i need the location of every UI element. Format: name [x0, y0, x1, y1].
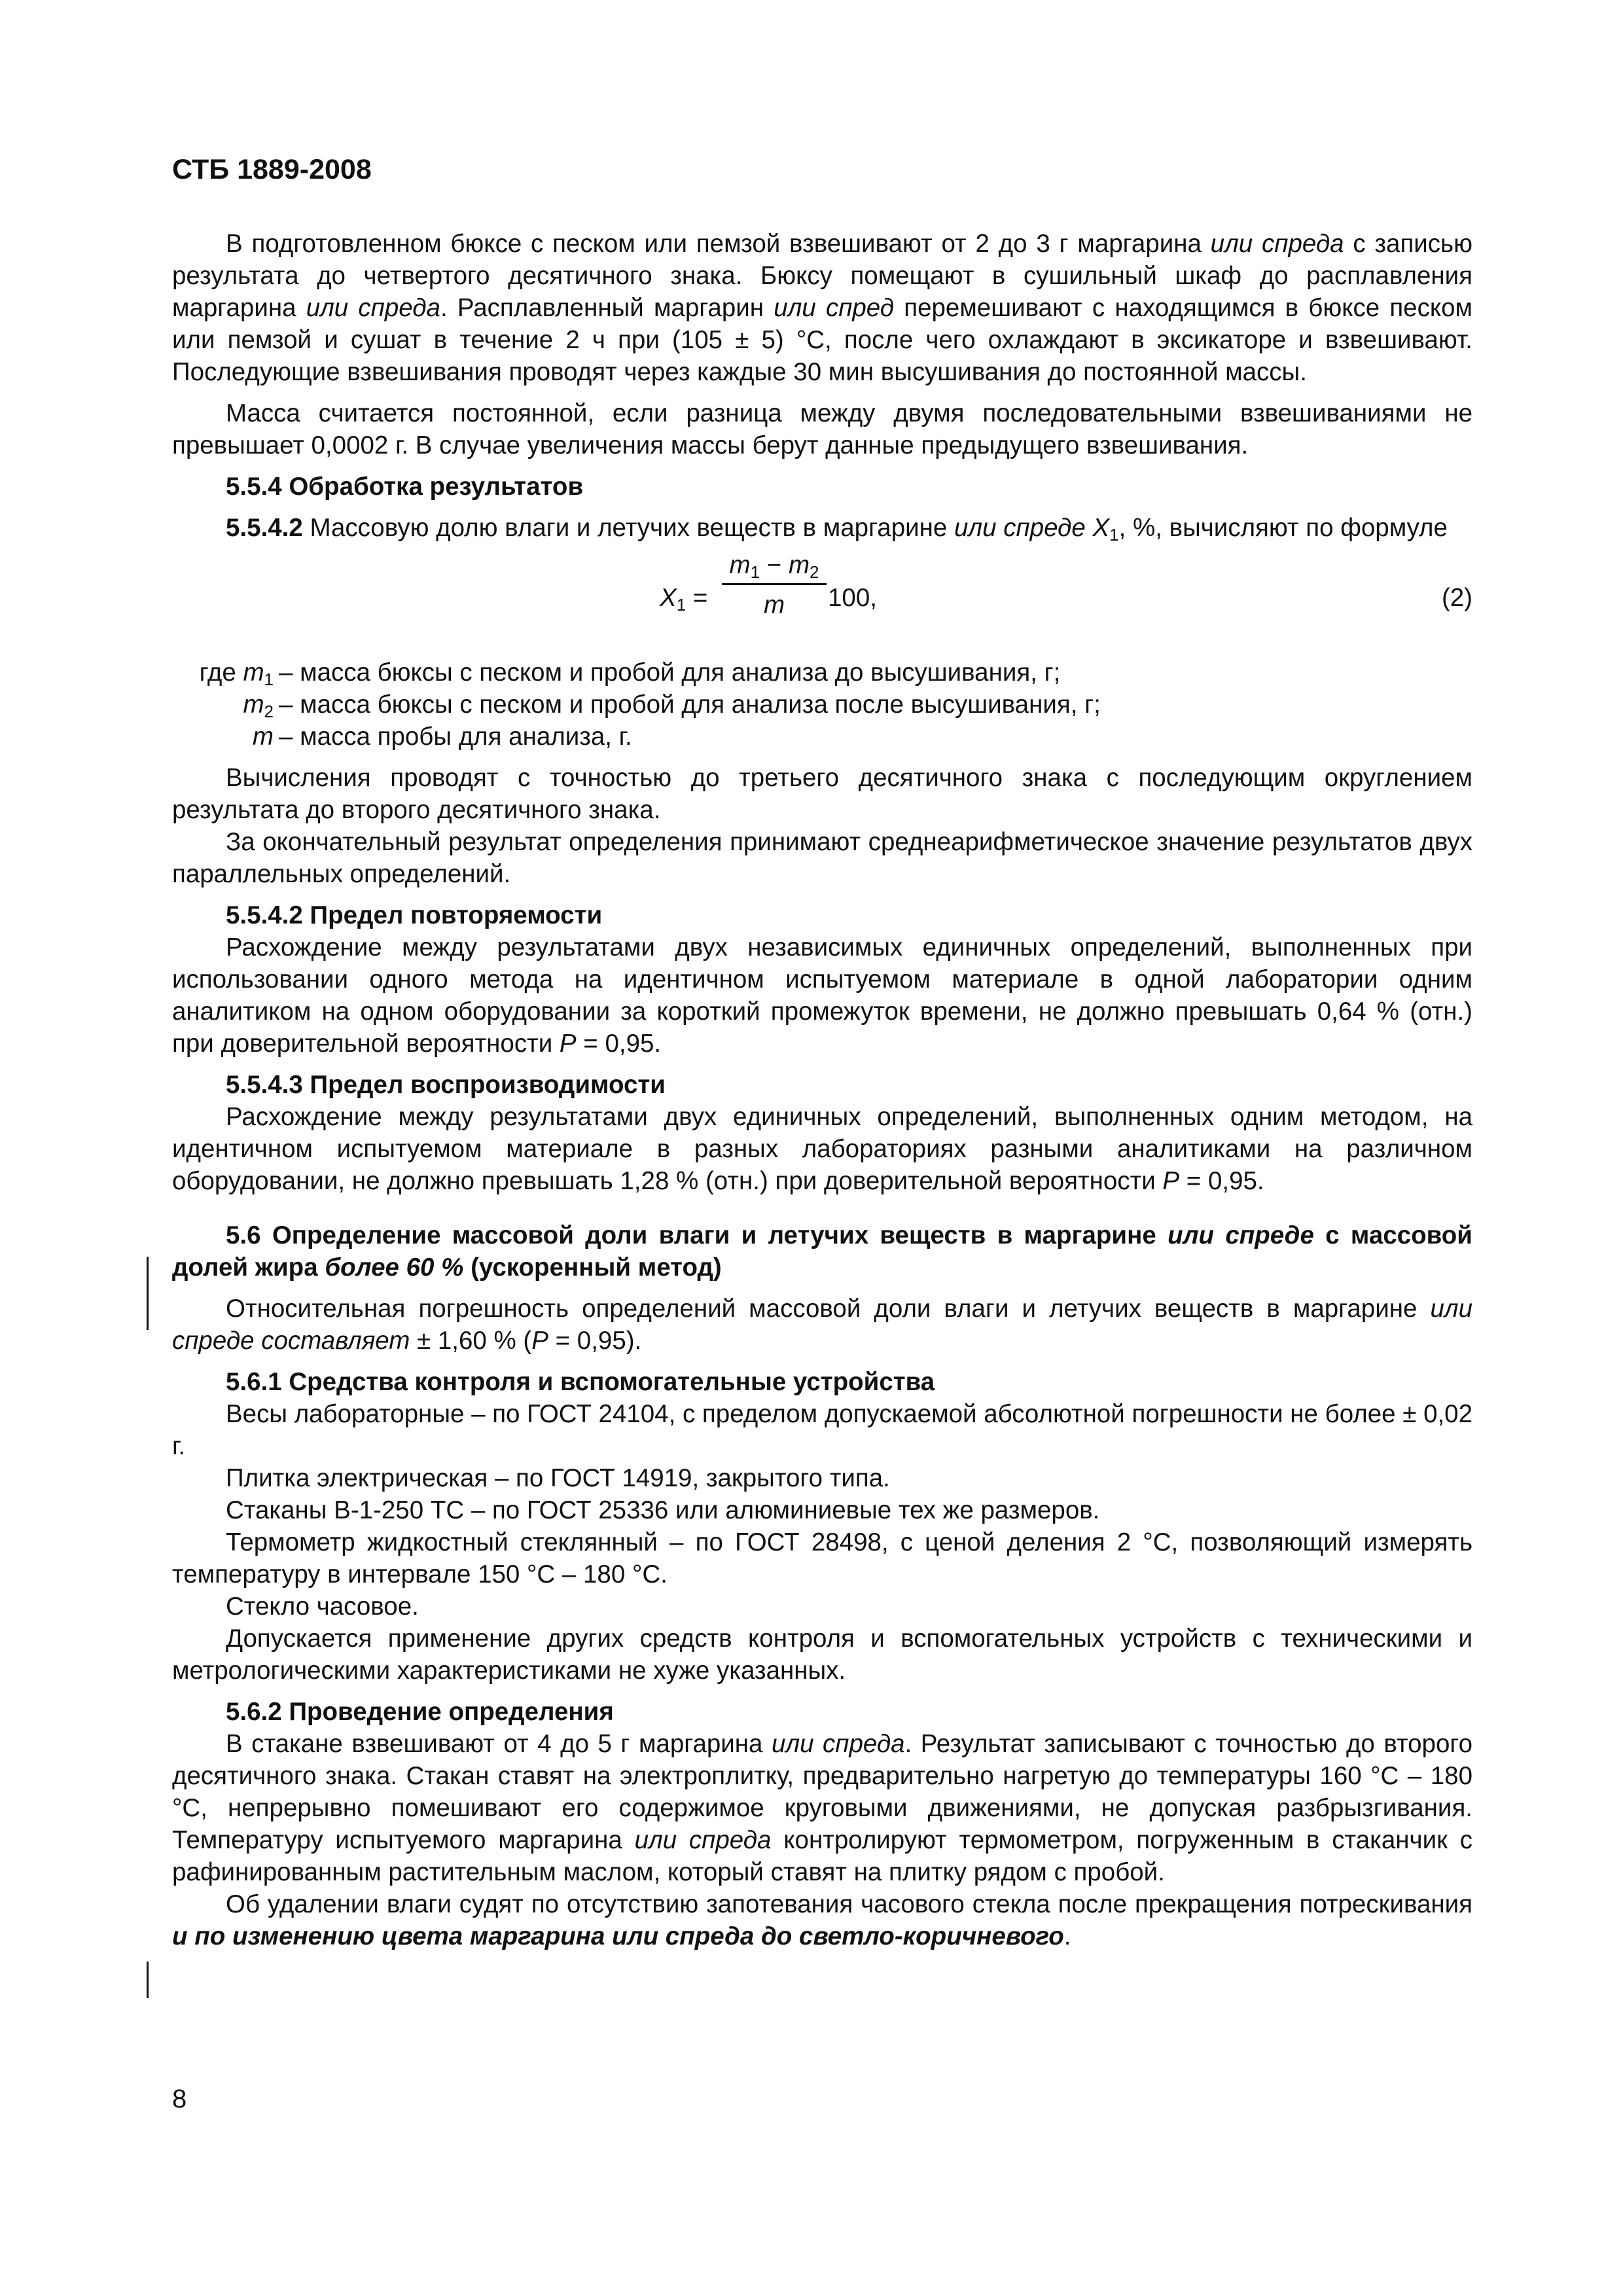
- revision-bar: [147, 1257, 149, 1330]
- formula-lhs: $X_1$ =: [660, 584, 708, 615]
- list-item: Стекло часовое.: [226, 1592, 419, 1621]
- formula-rhs: 100,: [828, 584, 877, 612]
- paragraph: В подготовленном бюксе с песком или пемзой взвешивают от 2 до 3 г маргарина или спреда с записью результата до четвертого десятичного знака. Бюксу помещают в сушильный шкаф до расплавления маргарина или спреда. Расплавленный маргарин или спред перемешивают с находящимся в бюксе песком или пемзой и сушат в течение 2 ч при (105 ± 5) °С, после чего охлаждают в эксикаторе и взвешивают. Последующие взвешивания проводят через каждые 30 мин высушивания до постоянной массы.: [172, 230, 1472, 386]
- document-header: СТБ 1889-2008: [172, 154, 372, 185]
- section-heading: 5.5.4.3 Предел воспроизводимости: [226, 1071, 666, 1099]
- variable-definitions: [172, 656, 1472, 753]
- paragraph: За окончательный результат определения принимают среднеарифметическое значение результатов двух параллельных определений.: [172, 828, 1472, 888]
- formula-number: (2): [1441, 584, 1472, 612]
- paragraph: Расхождение между результатами двух единичных определений, выполненных одним методом, на идентичном испытуемом материале в разных лабораториях разными аналитиками на различном оборудовании, не должно превышать 1,28 % (отн.) при доверительной вероятности P = 0,95.: [172, 1103, 1472, 1195]
- section-heading: 5.6.2 Проведение определения: [226, 1698, 614, 1726]
- section-heading: 5.6 Определение массовой доли влаги и летучих веществ в маргарине или спреде с массовой долей жира более 60 % (ускоренный метод): [172, 1221, 1472, 1282]
- list-item: Плитка электрическая – по ГОСТ 14919, закрытого типа.: [226, 1464, 890, 1492]
- formula-2: [172, 549, 1472, 647]
- paragraph: Масса считается постоянной, если разница между двумя последовательными взвешиваниями не превышает 0,0002 г. В случае увеличения массы берут данные предыдущего взвешивания.: [172, 399, 1472, 459]
- document-body: [172, 228, 1472, 1952]
- definition-row: где $m_1$ – масса бюксы с песком и пробой для анализа до высушивания, г;: [199, 658, 1061, 689]
- formula-fraction: [722, 549, 827, 621]
- paragraph: 5.5.4.2 Массовую долю влаги и летучих веществ в маргарине или спреде $X_1$, %, вычисляют по формуле: [226, 514, 1448, 545]
- section-heading: 5.5.4 Обработка результатов: [226, 473, 584, 501]
- paragraph: Об удалении влаги судят по отсутствию запотевания часового стекла после прекращения потрескивания и по изменению цвета маргарина или спреда до светло-коричневого.: [172, 1890, 1472, 1950]
- fraction-bar: [722, 583, 827, 585]
- paragraph: Относительная погрешность определений массовой доли влаги и летучих веществ в маргарине или спреде составляет ± 1,60 % (P = 0,95).: [172, 1295, 1472, 1355]
- revision-bar: [147, 1962, 149, 1998]
- paragraph: В стакане взвешивают от 4 до 5 г маргарина или спреда. Результат записывают с точностью до второго десятичного знака. Стакан ставят на электроплитку, предварительно нагретую до температуры 160 °С – 180 °С, непрерывно помешивают его содержимое круговыми движениями, не допуская разбрызгивания. Температуру испытуемого маргарина или спреда контролируют термометром, погруженным в стаканчик с рафинированным растительным маслом, который ставят на плитку рядом с пробой.: [172, 1730, 1472, 1886]
- definition-row: m – масса пробы для анализа, г.: [252, 723, 632, 751]
- paragraph: Расхождение между результатами двух независимых единичных определений, выполненных при использовании одного метода на идентичном испытуемом материале в одной лаборатории одним аналитиком на одном оборудовании за короткий промежуток времени, не должно превышать 0,64 % (отн.) при доверительной вероятности P = 0,95.: [172, 933, 1472, 1058]
- formula-numerator: $m_1 - m_2$: [729, 551, 819, 582]
- page-number: 8: [172, 2085, 187, 2113]
- list-item: Допускается применение других средств контроля и вспомогательных устройств с техническими и метрологическими характеристиками не хуже указанных.: [172, 1624, 1472, 1685]
- list-item: Термометр жидкостный стеклянный – по ГОСТ 28498, с ценой деления 2 °С, позволяющий измерять температуру в интервале 150 °С – 180 °С.: [172, 1528, 1472, 1588]
- list-item: Весы лабораторные – по ГОСТ 24104, с пределом допускаемой абсолютной погрешности не более ± 0,02 г.: [172, 1400, 1472, 1460]
- section-heading: 5.5.4.2 Предел повторяемости: [226, 901, 603, 929]
- formula-denominator: m: [763, 591, 785, 619]
- list-item: Стаканы В-1-250 ТС – по ГОСТ 25336 или алюминиевые тех же размеров.: [226, 1496, 1100, 1524]
- section-heading: 5.6.1 Средства контроля и вспомогательные устройства: [226, 1368, 935, 1396]
- definition-row: $m_2$ – масса бюксы с песком и пробой для анализа после высушивания, г;: [243, 691, 1101, 721]
- paragraph: Вычисления проводят с точностью до третьего десятичного знака с последующим округлением результата до второго десятичного знака.: [172, 764, 1472, 824]
